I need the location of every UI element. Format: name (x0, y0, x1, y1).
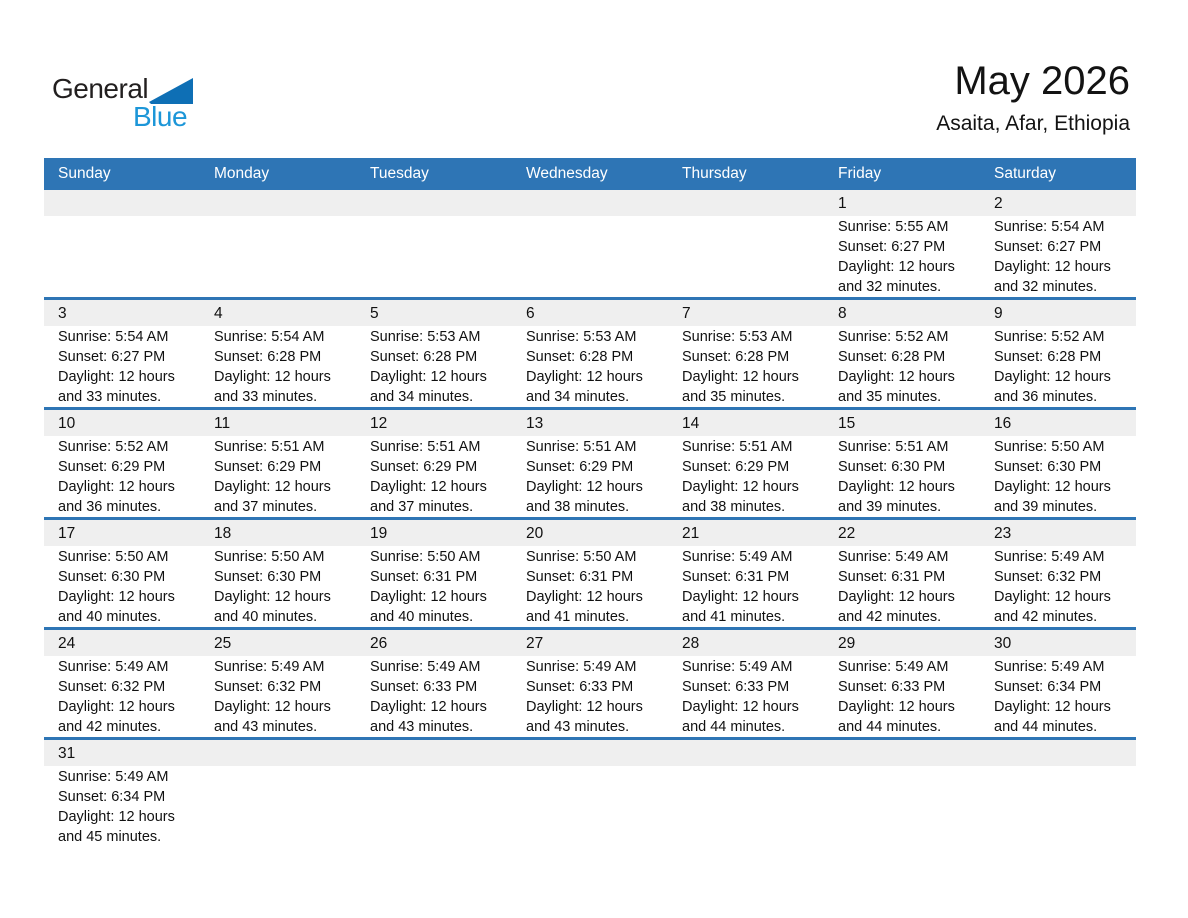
daylight-text-line1: Daylight: 12 hours (994, 369, 1111, 385)
weekday-header-tuesday: Tuesday (370, 165, 429, 182)
daylight-text-line1: Daylight: 12 hours (838, 589, 955, 605)
sunrise-text: Sunrise: 5:49 AM (58, 659, 169, 675)
calendar-table (44, 158, 1136, 847)
logo-text-general: General (52, 73, 149, 104)
day-number-strip (44, 300, 1136, 326)
sunrise-text: Sunrise: 5:55 AM (838, 219, 949, 235)
day-number-strip (44, 630, 1136, 656)
sunrise-text: Sunrise: 5:54 AM (214, 329, 325, 345)
weekday-header-saturday: Saturday (994, 165, 1057, 182)
daylight-text-line1: Daylight: 12 hours (214, 369, 331, 385)
day-cell-empty (512, 216, 668, 297)
sunset-text: Sunset: 6:31 PM (370, 569, 478, 585)
sunrise-text: Sunrise: 5:53 AM (526, 329, 637, 345)
sunset-text: Sunset: 6:34 PM (994, 679, 1102, 695)
day-number: 2 (994, 195, 1003, 212)
daylight-text-line1: Daylight: 12 hours (994, 589, 1111, 605)
daylight-text-line1: Daylight: 12 hours (58, 479, 175, 495)
day-cell (512, 436, 668, 517)
sunset-text: Sunset: 6:30 PM (994, 459, 1102, 475)
sunset-text: Sunset: 6:27 PM (994, 239, 1102, 255)
daylight-text-line1: Daylight: 12 hours (214, 589, 331, 605)
sunset-text: Sunset: 6:31 PM (682, 569, 790, 585)
sunrise-text: Sunrise: 5:49 AM (682, 549, 793, 565)
day-number: 18 (214, 525, 232, 542)
daylight-text-line1: Daylight: 12 hours (214, 699, 331, 715)
day-cell-empty (356, 766, 512, 847)
sunset-text: Sunset: 6:29 PM (526, 459, 634, 475)
daylight-text-line2: and 32 minutes. (994, 279, 1098, 295)
sunrise-text: Sunrise: 5:49 AM (58, 769, 169, 785)
day-cell (668, 546, 824, 627)
sunrise-text: Sunrise: 5:52 AM (838, 329, 949, 345)
day-cell-empty (668, 216, 824, 297)
day-cell (356, 656, 512, 737)
week-body-row (44, 656, 1136, 737)
day-cell (824, 656, 980, 737)
daylight-text-line2: and 34 minutes. (526, 389, 630, 405)
daylight-text-line2: and 42 minutes. (838, 609, 942, 625)
sunrise-text: Sunrise: 5:53 AM (682, 329, 793, 345)
day-number: 9 (994, 305, 1003, 322)
day-cell (668, 656, 824, 737)
day-cell-empty (200, 216, 356, 297)
day-number: 10 (58, 415, 76, 432)
daylight-text-line2: and 45 minutes. (58, 829, 162, 845)
day-number: 24 (58, 635, 76, 652)
day-number: 13 (526, 415, 544, 432)
daylight-text-line2: and 40 minutes. (370, 609, 474, 625)
day-cell (512, 656, 668, 737)
daylight-text-line1: Daylight: 12 hours (682, 699, 799, 715)
sunrise-text: Sunrise: 5:51 AM (682, 439, 793, 455)
daylight-text-line2: and 44 minutes. (682, 719, 786, 735)
day-cell (980, 216, 1136, 297)
day-number-empty (356, 740, 512, 766)
daylight-text-line1: Daylight: 12 hours (214, 479, 331, 495)
sunrise-text: Sunrise: 5:50 AM (214, 549, 325, 565)
day-number: 3 (58, 305, 67, 322)
daylight-text-line1: Daylight: 12 hours (370, 369, 487, 385)
week-body-row (44, 216, 1136, 297)
day-number: 20 (526, 525, 544, 542)
day-cell (980, 546, 1136, 627)
week-body-row (44, 436, 1136, 517)
calendar-grid (44, 190, 1136, 847)
week-row (44, 410, 1136, 520)
daylight-text-line2: and 41 minutes. (526, 609, 630, 625)
daylight-text-line2: and 37 minutes. (214, 499, 318, 515)
daylight-text-line1: Daylight: 12 hours (526, 699, 643, 715)
week-body-row (44, 326, 1136, 407)
sunrise-text: Sunrise: 5:49 AM (370, 659, 481, 675)
daylight-text-line1: Daylight: 12 hours (838, 259, 955, 275)
sunrise-text: Sunrise: 5:50 AM (994, 439, 1105, 455)
day-number: 25 (214, 635, 232, 652)
day-number: 27 (526, 635, 544, 652)
daylight-text-line1: Daylight: 12 hours (838, 699, 955, 715)
general-blue-logo (52, 74, 252, 133)
sunrise-text: Sunrise: 5:49 AM (682, 659, 793, 675)
day-number: 28 (682, 635, 700, 652)
sunset-text: Sunset: 6:34 PM (58, 789, 166, 805)
day-number-strip (44, 520, 1136, 546)
daylight-text-line1: Daylight: 12 hours (58, 699, 175, 715)
daylight-text-line2: and 35 minutes. (838, 389, 942, 405)
daylight-text-line1: Daylight: 12 hours (994, 479, 1111, 495)
daylight-text-line2: and 38 minutes. (682, 499, 786, 515)
sunrise-text: Sunrise: 5:51 AM (838, 439, 949, 455)
sunset-text: Sunset: 6:33 PM (838, 679, 946, 695)
day-cell (668, 436, 824, 517)
daylight-text-line1: Daylight: 12 hours (526, 479, 643, 495)
day-number-empty (980, 740, 1136, 766)
daylight-text-line1: Daylight: 12 hours (682, 479, 799, 495)
sunset-text: Sunset: 6:28 PM (682, 349, 790, 365)
day-number: 8 (838, 305, 847, 322)
sunrise-text: Sunrise: 5:54 AM (994, 219, 1105, 235)
sunrise-text: Sunrise: 5:52 AM (58, 439, 169, 455)
sunrise-text: Sunrise: 5:49 AM (838, 659, 949, 675)
day-number-strip (44, 410, 1136, 436)
day-cell-empty (512, 766, 668, 847)
sunset-text: Sunset: 6:27 PM (838, 239, 946, 255)
sunrise-text: Sunrise: 5:53 AM (370, 329, 481, 345)
daylight-text-line1: Daylight: 12 hours (838, 369, 955, 385)
day-number: 30 (994, 635, 1012, 652)
daylight-text-line2: and 41 minutes. (682, 609, 786, 625)
day-cell (356, 436, 512, 517)
day-cell-empty (356, 216, 512, 297)
daylight-text-line2: and 40 minutes. (214, 609, 318, 625)
day-number: 26 (370, 635, 388, 652)
day-number: 19 (370, 525, 388, 542)
day-cell (980, 326, 1136, 407)
daylight-text-line1: Daylight: 12 hours (526, 369, 643, 385)
daylight-text-line1: Daylight: 12 hours (682, 369, 799, 385)
day-cell (44, 656, 200, 737)
day-number: 22 (838, 525, 856, 542)
sunrise-text: Sunrise: 5:49 AM (994, 549, 1105, 565)
weekday-header-thursday: Thursday (682, 165, 747, 182)
daylight-text-line2: and 43 minutes. (214, 719, 318, 735)
day-cell (44, 766, 200, 847)
daylight-text-line1: Daylight: 12 hours (526, 589, 643, 605)
daylight-text-line2: and 36 minutes. (994, 389, 1098, 405)
day-cell (200, 326, 356, 407)
daylight-text-line1: Daylight: 12 hours (994, 699, 1111, 715)
day-number: 1 (838, 195, 847, 212)
day-cell (824, 546, 980, 627)
day-cell (356, 326, 512, 407)
day-number: 15 (838, 415, 856, 432)
day-cell (200, 656, 356, 737)
sunrise-text: Sunrise: 5:50 AM (526, 549, 637, 565)
week-row (44, 300, 1136, 410)
weekday-header-row (44, 158, 1136, 190)
day-cell (200, 546, 356, 627)
daylight-text-line2: and 35 minutes. (682, 389, 786, 405)
day-cell (512, 546, 668, 627)
day-number: 7 (682, 305, 691, 322)
sunrise-text: Sunrise: 5:49 AM (214, 659, 325, 675)
day-number-strip (44, 190, 1136, 216)
day-cell (980, 656, 1136, 737)
week-body-row (44, 546, 1136, 627)
day-cell-empty (980, 766, 1136, 847)
day-number-empty (824, 740, 980, 766)
day-number: 14 (682, 415, 700, 432)
day-cell (356, 546, 512, 627)
day-number-empty (200, 190, 356, 216)
daylight-text-line2: and 37 minutes. (370, 499, 474, 515)
daylight-text-line2: and 34 minutes. (370, 389, 474, 405)
sunset-text: Sunset: 6:31 PM (838, 569, 946, 585)
day-number-empty (512, 190, 668, 216)
daylight-text-line2: and 43 minutes. (526, 719, 630, 735)
sunset-text: Sunset: 6:32 PM (58, 679, 166, 695)
day-number: 29 (838, 635, 856, 652)
day-number-empty (668, 190, 824, 216)
sunset-text: Sunset: 6:33 PM (682, 679, 790, 695)
daylight-text-line1: Daylight: 12 hours (370, 699, 487, 715)
sunset-text: Sunset: 6:28 PM (214, 349, 322, 365)
day-cell (200, 436, 356, 517)
daylight-text-line1: Daylight: 12 hours (370, 589, 487, 605)
sunset-text: Sunset: 6:28 PM (526, 349, 634, 365)
day-number: 16 (994, 415, 1012, 432)
day-number-empty (200, 740, 356, 766)
sunrise-text: Sunrise: 5:50 AM (58, 549, 169, 565)
daylight-text-line2: and 42 minutes. (994, 609, 1098, 625)
day-number: 11 (214, 415, 231, 432)
sunset-text: Sunset: 6:29 PM (58, 459, 166, 475)
day-number: 21 (682, 525, 700, 542)
sunrise-text: Sunrise: 5:51 AM (370, 439, 481, 455)
sunrise-text: Sunrise: 5:50 AM (370, 549, 481, 565)
sunset-text: Sunset: 6:32 PM (994, 569, 1102, 585)
day-number: 23 (994, 525, 1012, 542)
daylight-text-line2: and 38 minutes. (526, 499, 630, 515)
day-cell (44, 436, 200, 517)
page-subtitle: Asaita, Afar, Ethiopia (936, 112, 1130, 135)
week-row (44, 190, 1136, 300)
day-cell-empty (200, 766, 356, 847)
day-number-empty (512, 740, 668, 766)
day-number-strip (44, 740, 1136, 766)
sunrise-text: Sunrise: 5:52 AM (994, 329, 1105, 345)
daylight-text-line2: and 36 minutes. (58, 499, 162, 515)
sunset-text: Sunset: 6:28 PM (994, 349, 1102, 365)
day-cell (980, 436, 1136, 517)
sunset-text: Sunset: 6:31 PM (526, 569, 634, 585)
day-number: 6 (526, 305, 535, 322)
day-cell (44, 326, 200, 407)
daylight-text-line2: and 44 minutes. (994, 719, 1098, 735)
sunset-text: Sunset: 6:30 PM (214, 569, 322, 585)
day-cell (824, 216, 980, 297)
sunset-text: Sunset: 6:30 PM (58, 569, 166, 585)
daylight-text-line1: Daylight: 12 hours (58, 809, 175, 825)
weekday-header-monday: Monday (214, 165, 270, 182)
sunrise-text: Sunrise: 5:51 AM (214, 439, 325, 455)
weekday-header-wednesday: Wednesday (526, 165, 608, 182)
day-number-empty (668, 740, 824, 766)
day-cell (512, 326, 668, 407)
sunrise-text: Sunrise: 5:51 AM (526, 439, 637, 455)
sunrise-text: Sunrise: 5:54 AM (58, 329, 169, 345)
logo-text-blue: Blue (133, 101, 188, 132)
daylight-text-line1: Daylight: 12 hours (58, 589, 175, 605)
sunset-text: Sunset: 6:30 PM (838, 459, 946, 475)
daylight-text-line2: and 40 minutes. (58, 609, 162, 625)
sunset-text: Sunset: 6:29 PM (214, 459, 322, 475)
day-cell (824, 326, 980, 407)
sunset-text: Sunset: 6:29 PM (370, 459, 478, 475)
daylight-text-line2: and 42 minutes. (58, 719, 162, 735)
daylight-text-line1: Daylight: 12 hours (58, 369, 175, 385)
day-number: 12 (370, 415, 388, 432)
day-cell (44, 546, 200, 627)
page-header (44, 0, 1136, 158)
daylight-text-line2: and 33 minutes. (58, 389, 162, 405)
week-row (44, 520, 1136, 630)
daylight-text-line2: and 39 minutes. (838, 499, 942, 515)
daylight-text-line1: Daylight: 12 hours (994, 259, 1111, 275)
sunset-text: Sunset: 6:28 PM (838, 349, 946, 365)
day-number: 31 (58, 745, 76, 762)
day-number-empty (44, 190, 200, 216)
sunset-text: Sunset: 6:32 PM (214, 679, 322, 695)
sunset-text: Sunset: 6:33 PM (526, 679, 634, 695)
page-title: May 2026 (954, 59, 1130, 103)
sunrise-text: Sunrise: 5:49 AM (526, 659, 637, 675)
sunset-text: Sunset: 6:28 PM (370, 349, 478, 365)
day-cell (668, 326, 824, 407)
day-number: 4 (214, 305, 223, 322)
daylight-text-line1: Daylight: 12 hours (370, 479, 487, 495)
sunset-text: Sunset: 6:33 PM (370, 679, 478, 695)
day-cell-empty (824, 766, 980, 847)
daylight-text-line2: and 33 minutes. (214, 389, 318, 405)
sunrise-text: Sunrise: 5:49 AM (838, 549, 949, 565)
day-cell-empty (44, 216, 200, 297)
day-number-empty (356, 190, 512, 216)
week-body-row (44, 766, 1136, 847)
sunset-text: Sunset: 6:27 PM (58, 349, 166, 365)
day-number: 5 (370, 305, 379, 322)
daylight-text-line2: and 39 minutes. (994, 499, 1098, 515)
daylight-text-line2: and 32 minutes. (838, 279, 942, 295)
sunrise-text: Sunrise: 5:49 AM (994, 659, 1105, 675)
day-number: 17 (58, 525, 76, 542)
day-cell (824, 436, 980, 517)
weekday-header-sunday: Sunday (58, 165, 111, 182)
week-row (44, 740, 1136, 847)
week-row (44, 630, 1136, 740)
day-cell-empty (668, 766, 824, 847)
daylight-text-line1: Daylight: 12 hours (838, 479, 955, 495)
weekday-header-friday: Friday (838, 165, 882, 182)
sunset-text: Sunset: 6:29 PM (682, 459, 790, 475)
daylight-text-line2: and 43 minutes. (370, 719, 474, 735)
daylight-text-line1: Daylight: 12 hours (682, 589, 799, 605)
daylight-text-line2: and 44 minutes. (838, 719, 942, 735)
